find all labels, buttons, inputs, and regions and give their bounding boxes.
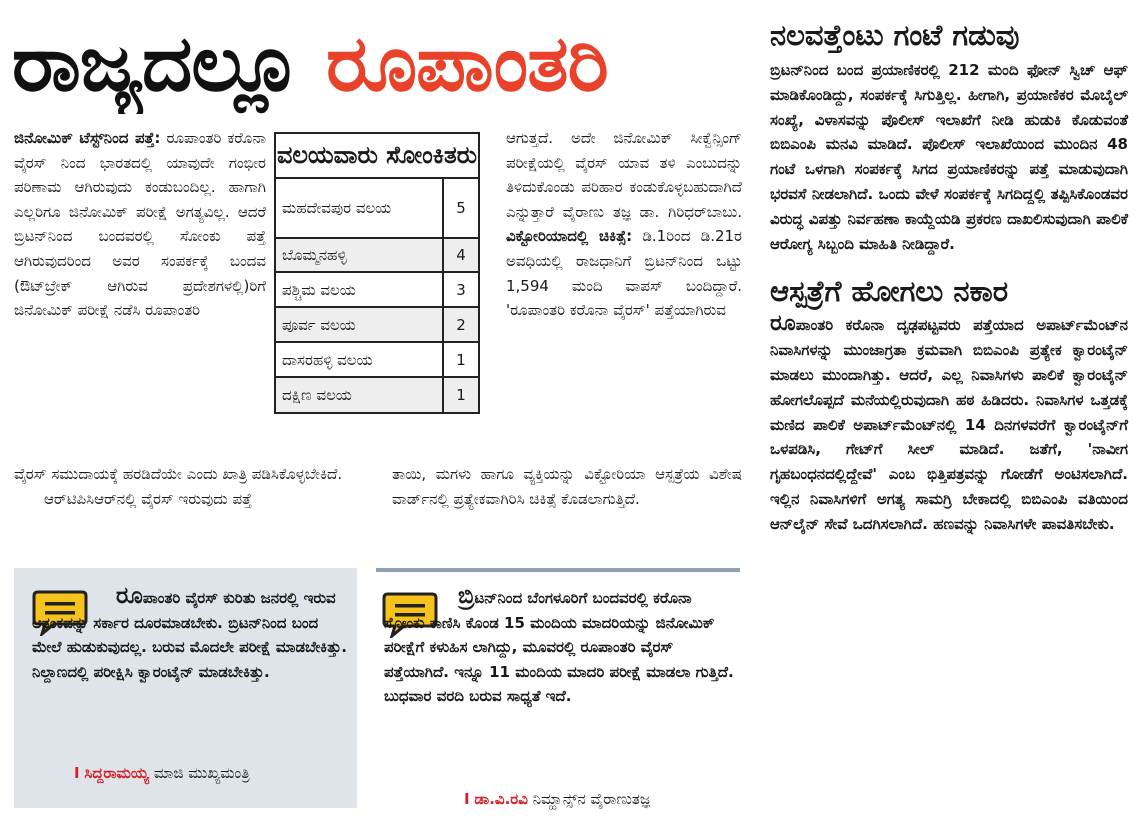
middle-para1: ಆಗುತ್ತದೆ. ಅದೇ ಜಿನೋಮಿಕ್ ಸೀಕ್ವೆನ್ಸಿಂಗ್ ಪರೀಕ್ಷೆಯಲ್ಲಿ ವೈರಸ್ ಯಾವ ತಳಿ ಎಂಬುದನ್ನು ತಿಳಿದುಕೊಂಡು ಪರಿಹಾರ ಕಂಡುಕೊಳ್ಳಬಹುದಾಗಿದೆ ಎನ್ನುತ್ತಾರೆ ವೈರಾಣು ತಜ್ಞ ಡಾ. ಗಿರಿಧರ್‌ಬಾಬು. <box>506 129 742 221</box>
quote-2-role: ನಿಮ್ಹಾನ್ಸ್‌ನ ವೈರಾಣುತಜ್ಞ <box>532 790 650 808</box>
zone-table <box>274 132 480 414</box>
middle-para2-end: ತಾಯಿ, ಮಗಳು ಹಾಗೂ ವ್ಯಕ್ತಿಯನ್ನು ವಿಕ್ಟೋರಿಯಾ ಆಸ್ಪತ್ರೆಯ ವಿಶೇಷ ವಾರ್ಡ್‌ನಲ್ಲಿ ಪ್ರತ್ಯೇಕವಾಗಿರಿಸಿ ಚಿಕಿತ್ಸೆ ಕೊಡಲಾಗುತ್ತಿದೆ. <box>392 465 742 508</box>
zone-row <box>276 179 478 239</box>
zone-count: 1 <box>456 350 466 369</box>
quote-1-name: ಸಿದ್ದರಾಮಯ್ಯ <box>84 764 150 782</box>
right-para2-block <box>770 312 1128 536</box>
left-para2: ಆರ್‌ಟಿಪಿಸಿಆರ್‌ನಲ್ಲಿ ವೈರಸ್ ಇರುವುದು ಪತ್ತೆ <box>44 489 252 508</box>
quote-1-text <box>32 584 348 684</box>
zone-name: ಬೊಮ್ಮನಹಳ್ಳಿ <box>276 239 444 271</box>
middle-para2: ಡಿ.1ರಿಂದ ಡಿ.21ರ ಅವಧಿಯಲ್ಲಿ ರಾಜಧಾನಿಗೆ ಬ್ರಿಟನ್‌ನಿಂದ ಒಟ್ಟು 1,594 ಮಂದಿ ವಾಪಸ್ ಬಂದಿದ್ದಾರೆ. 'ರೂಪಾಂತರಿ ಕರೊನಾ ವೈರಸ್' ಪತ್ತೆಯಾಗಿರುವ <box>506 227 742 320</box>
zone-row <box>276 308 478 343</box>
zone-count: 3 <box>456 280 466 299</box>
zone-table-title: ವಲಯವಾರು ಸೋಂಕಿತರು <box>276 134 478 179</box>
zone-count: 1 <box>456 386 466 404</box>
left-column-bottom <box>14 462 362 511</box>
zone-row <box>276 239 478 273</box>
right-heading-1: ನಲವತ್ತೆಂಟು ಗಂಟೆ ಗಡುವು <box>770 18 1020 52</box>
zone-row <box>276 343 478 378</box>
right-heading-2: ಆಸ್ಪತ್ರೆಗೆ ಹೋಗಲು ನಕಾರ <box>770 274 1009 309</box>
zone-name: ದಕ್ಷಿಣ ವಲಯ <box>276 378 444 412</box>
quote-2-attribution <box>464 790 740 808</box>
middle-subhead: ವಿಕ್ಟೋರಿಯಾದಲ್ಲಿ ಚಿಕಿತ್ಸೆ: <box>506 227 633 246</box>
zone-row <box>276 378 478 412</box>
right-para2-lead: ರೂ <box>770 311 796 337</box>
right-para1: ಬ್ರಿಟನ್‌ನಿಂದ ಬಂದ ಪ್ರಯಾಣಿಕರಲ್ಲಿ 212 ಮಂದಿ ಫೋನ್ ಸ್ವಿಚ್ ಆಫ್ ಮಾಡಿಕೊಂಡಿದ್ದು, ಸಂಪರ್ಕಕ್ಕೆ ಸಿಗುತ್ತಿಲ್ಲ. ಹೀಗಾಗಿ, ಪ್ರಯಾಣಿಕರ ಮೊಬೈಲ್ ಸಂಖ್ಯೆ, ವಿಳಾಸವನ್ನು ಪೊಲೀಸ್ ಇಲಾಖೆಗೆ ನೀಡಿ ಹುಡುಕಿ ಕೊಡುವಂತೆ ಬಿಬಿಎಂಪಿ ಮನವಿ ಮಾಡಿದೆ. ಪೊಲೀಸ್ ಇಲಾಖೆಯಿಂದ ಮುಂದಿನ 48 ಗಂಟೆ ಒಳಗಾಗಿ ಸಂಪರ್ಕಕ್ಕೆ ಸಿಗದ ಪ್ರಯಾಣಿಕರನ್ನು ಪತ್ತೆ ಮಾಡುವುದಾಗಿ ಭರವಸೆ ನೀಡಲಾಗಿದೆ. ಒಂದು ವೇಳೆ ಸಂಪರ್ಕಕ್ಕೆ ಸಿಗದಿದ್ದಲ್ಲಿ ತಪ್ಪಿಸಿಕೊಂಡವರ ವಿರುದ್ಧ ವಿಪತ್ತು ನಿರ್ವಹಣಾ ಕಾಯ್ದೆಯಡಿ ಪ್ರಕರಣ ದಾಖಲಿಸುವುದಾಗಿ ಪಾಲಿಕೆ ಆರೋಗ್ಯ ಸಿಬ್ಬಂದಿ ಮಾಹಿತಿ ನೀಡಿದ್ದಾರೆ. <box>770 61 1128 253</box>
middle-column <box>506 126 742 323</box>
quote-2-body: ಟನ್‌ನಿಂದ ಬೆಂಗಳೂರಿಗೆ ಬಂದವರಲ್ಲಿ ಕರೊನಾ ಸೋಂಕು ಕಾಣಿಸಿ ಕೊಂಡ 15 ಮಂದಿಯ ಮಾದರಿಯನ್ನು ಜಿನೋಮಿಕ್ ಪರೀಕ್ಷೆಗೆ ಕಳುಹಿಸ ಲಾಗಿದ್ದು, ಮೂವರಲ್ಲಿ ರೂಪಾಂತರಿ ವೈರಸ್ ಪತ್ತೆಯಾಗಿದೆ. ಇನ್ನೂ 11 ಮಂದಿಯ ಮಾದರಿ ಪರೀಕ್ಷೆ ಮಾಡಲಾ ಗುತ್ತಿದೆ. ಬುಧವಾರ ವರದಿ ಬರುವ ಸಾಧ್ಯತೆ ಇದೆ. <box>384 589 734 705</box>
zone-name: ದಾಸರಹಳ್ಳಿ ವಲಯ <box>276 343 444 376</box>
quote-2-bar: I <box>464 790 470 808</box>
zone-name: ಪೂರ್ವ ವಲಯ <box>276 308 444 341</box>
zone-row <box>276 273 478 308</box>
left-column <box>14 126 266 323</box>
headline <box>12 14 757 114</box>
quote-1-attribution <box>74 764 354 782</box>
quote-2-text <box>384 584 734 709</box>
middle-column-bottom <box>392 462 742 511</box>
left-para1: ರೂಪಾಂತರಿ ಕರೊನಾ ವೈರಸ್ ನಿಂದ ಭಾರತದಲ್ಲಿ ಯಾವುದೇ ಗಂಭೀರ ಪರಿಣಾಮ ಆಗಿರುವುದು ಕಂಡುಬಂದಿಲ್ಲ. ಹಾಗಾಗಿ ಎಲ್ಲರಿಗೂ ಜಿನೋಮಿಕ್ ಪರೀಕ್ಷೆ ಅಗತ್ಯವಿಲ್ಲ. ಆದರೆ ಬ್ರಿಟನ್‌ನಿಂದ ಬಂದವರಲ್ಲಿ ಸೋಂಕು ಪತ್ತೆ ಆಗಿರುವುದರಿಂದ ಅವರ ಸಂಪರ್ಕಕ್ಕೆ ಬಂದವ (ಔಟ್‌ಬ್ರೇಕ್ ಆಗಿರುವ ಪ್ರದೇಶಗಳಲ್ಲಿ)ರಿಗೆ ಜಿನೋಮಿಕ್ ಪರೀಕ್ಷೆ ನಡೆಸಿ ರೂಪಾಂತರಿ <box>14 129 266 320</box>
quote-1-lead: ರೂ <box>116 583 143 609</box>
left-subhead: ಜಿನೋಮಿಕ್ ಟೆಸ್ಟ್‌ನಿಂದ ಪತ್ತೆ: <box>14 129 161 147</box>
headline-part2: ರೂಪಾಂತರಿ <box>326 19 608 109</box>
zone-count: 4 <box>456 246 466 264</box>
left-para1-end: ವೈರಸ್ ಸಮುದಾಯಕ್ಕೆ ಹರಡಿದೆಯೇ ಎಂದು ಖಾತ್ರಿ ಪಡಿಸಿಕೊಳ್ಳಬೇಕಿದೆ. <box>14 465 343 483</box>
quote-box-1 <box>14 568 357 808</box>
quote-2-name: ಡಾ.ವಿ.ರವಿ <box>474 790 528 808</box>
quote-box-2 <box>376 568 740 812</box>
zone-count: 5 <box>456 199 466 217</box>
quote-1-body: ಪಾಂತರಿ ವೈರಸ್ ಕುರಿತು ಜನರಲ್ಲಿ ಇರುವ ಆತಂಕವನ್ನು ಸರ್ಕಾರ ದೂರಮಾಡಬೇಕು. ಬ್ರಿಟನ್‌ನಿಂದ ಬಂದ ಮೇಲೆ ಹುಡುಕುವುದಲ್ಲ. ಬರುವ ಮೊದಲೇ ಪರೀಕ್ಷೆ ಮಾಡಬೇಕಿತ್ತು. ನಿಲ್ದಾಣದಲ್ಲಿ ಪರೀಕ್ಷಿಸಿ ಕ್ವಾರಂಟೈನ್ ಮಾಡಬೇಕಿತ್ತು. <box>32 589 347 681</box>
right-column <box>770 18 1128 537</box>
quote-2-lead: ಬ್ರಿ <box>458 583 475 609</box>
zone-name: ಮಹದೇವಪುರ ವಲಯ <box>276 179 444 237</box>
quote-1-role: ಮಾಜಿ ಮುಖ್ಯಮಂತ್ರಿ <box>153 764 250 782</box>
quote-1-bar: I <box>74 764 80 782</box>
headline-part1: ರಾಜ್ಯದಲ್ಲೂ <box>12 19 300 109</box>
right-para2: ಪಾಂತರಿ ಕರೊನಾ ದೃಢಪಟ್ಟವರು ಪತ್ತೆಯಾದ ಅಪಾರ್ಟ್‌ಮೆಂಟ್‌ನ ನಿವಾಸಿಗಳನ್ನು ಮುಂಜಾಗ್ರತಾ ಕ್ರಮವಾಗಿ ಬಿಬಿಎಂಪಿ ಪ್ರತ್ಯೇಕ ಕ್ವಾರಂಟೈನ್ ಮಾಡಲು ಮುಂದಾಗಿತ್ತು. ಆದರೆ, ಎಲ್ಲ ನಿವಾಸಿಗಳು ಪಾಲಿಕೆ ಕ್ವಾರಂಟೈನ್ ಹೋಗಲೊಪ್ಪದೆ ಮನೆಯಲ್ಲಿರುವುದಾಗಿ ಹಠ ಹಿಡಿದರು. ನಿವಾಸಿಗಳ ಒತ್ತಡಕ್ಕೆ ಮಣಿದ ಪಾಲಿಕೆ ಅಪಾರ್ಟ್‌ಮೆಂಟ್‌ನಲ್ಲಿ 14 ದಿನಗಳವರೆಗೆ ಕ್ವಾರಂಟೈನ್‌ಗೆ ಒಳಪಡಿಸಿ, ಗೇಟ್‌ಗೆ ಸೀಲ್ ಮಾಡಿದೆ. ಜತೆಗೆ, 'ನಾವೀಗ ಗೃಹಬಂಧನದಲ್ಲಿದ್ದೇವೆ' ಎಂಬ ಭಿತ್ತಿಪತ್ರವನ್ನು ಗೋಡೆಗೆ ಅಂಟಿಸಲಾಗಿದೆ. ಇಲ್ಲಿನ ನಿವಾಸಿಗಳಿಗೆ ಅಗತ್ಯ ಸಾಮಗ್ರಿ ಬೇಕಾದಲ್ಲಿ ಬಿಬಿಎಂಪಿ ವತಿಯಿಂದ ಆನ್‌ಲೈನ್ ಸೇವೆ ಒದಗಿಸಲಾಗಿದೆ. ಹಣವನ್ನು ನಿವಾಸಿಗಳೇ ಪಾವತಿಸಬೇಕು. <box>770 316 1128 533</box>
zone-count: 2 <box>456 315 466 334</box>
zone-name: ಪಶ್ಚಿಮ ವಲಯ <box>276 273 444 306</box>
